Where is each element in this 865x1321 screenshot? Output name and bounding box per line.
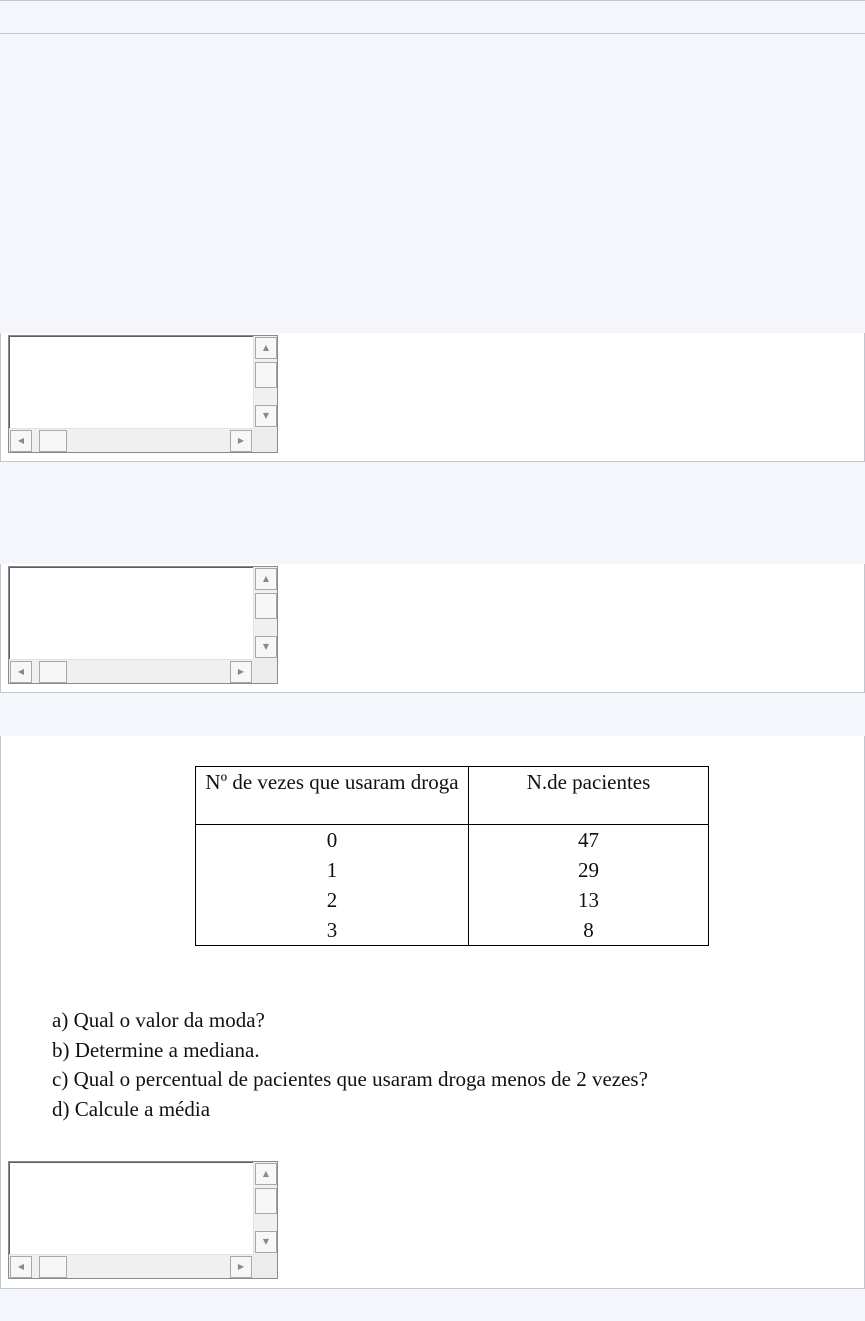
table-cell: 29	[578, 858, 599, 882]
horizontal-scrollbar[interactable]	[9, 659, 253, 683]
question-2-content	[0, 462, 865, 564]
table-cell: 1	[196, 855, 469, 885]
table-header-times-used: Nº de vezes que usaram droga	[196, 767, 469, 825]
question-3-answer-textarea[interactable]	[8, 1161, 278, 1279]
table-row	[196, 915, 709, 946]
table-row	[196, 855, 709, 885]
horizontal-scrollbar[interactable]	[9, 1254, 253, 1278]
table-cell: 3	[196, 915, 469, 946]
scroll-left-arrow-icon[interactable]: ◀	[10, 1256, 32, 1278]
scroll-left-arrow-icon[interactable]: ◀	[10, 661, 32, 683]
drug-usage-table	[195, 766, 709, 946]
horizontal-scroll-thumb[interactable]	[39, 430, 67, 452]
horizontal-scrollbar[interactable]	[9, 428, 253, 452]
vertical-scroll-thumb[interactable]	[255, 1188, 277, 1214]
scroll-down-arrow-icon[interactable]: ▼	[255, 405, 277, 427]
top-header-band	[0, 0, 865, 34]
table-header-row	[196, 767, 709, 825]
top-border	[0, 0, 865, 1]
resize-corner[interactable]	[253, 428, 277, 452]
table-row	[196, 885, 709, 915]
table-header-patients: N.de pacientes	[469, 767, 709, 825]
vertical-scrollbar[interactable]	[253, 1162, 277, 1254]
vertical-scrollbar[interactable]	[253, 567, 277, 659]
horizontal-scroll-thumb[interactable]	[39, 1256, 67, 1278]
resize-corner[interactable]	[253, 659, 277, 683]
bottom-band	[0, 1289, 865, 1321]
table-cell: 2	[196, 885, 469, 915]
table-row	[196, 825, 709, 856]
table-cell: 47	[578, 828, 599, 852]
question-item-b: b) Determine a mediana.	[52, 1037, 260, 1062]
question-item-a: a) Qual o valor da moda?	[52, 1008, 265, 1032]
table-cell: 0	[196, 825, 469, 856]
scroll-up-arrow-icon[interactable]: ▲	[255, 568, 277, 590]
question-item-c: c) Qual o percentual de pacientes que usaram droga menos de 2 vezes?	[52, 1067, 648, 1091]
question-1-content	[0, 34, 865, 333]
horizontal-scroll-thumb[interactable]	[39, 661, 67, 683]
question-item-d: d) Calcule a média	[52, 1096, 211, 1121]
question-1-answer-textarea[interactable]	[8, 335, 278, 453]
table-cell: 13	[578, 888, 599, 912]
scroll-right-arrow-icon[interactable]: ▶	[230, 430, 252, 452]
resize-corner[interactable]	[253, 1254, 277, 1278]
scroll-right-arrow-icon[interactable]: ▶	[230, 1256, 252, 1278]
question-2-answer-textarea[interactable]	[8, 566, 278, 684]
question-3-header-band	[0, 693, 865, 736]
scroll-left-arrow-icon[interactable]: ◀	[10, 430, 32, 452]
scroll-down-arrow-icon[interactable]: ▼	[255, 1231, 277, 1253]
scroll-down-arrow-icon[interactable]: ▼	[255, 636, 277, 658]
table-cell: 8	[583, 918, 594, 942]
scroll-up-arrow-icon[interactable]: ▲	[255, 1163, 277, 1185]
scroll-up-arrow-icon[interactable]: ▲	[255, 337, 277, 359]
vertical-scroll-thumb[interactable]	[255, 362, 277, 388]
vertical-scroll-thumb[interactable]	[255, 593, 277, 619]
question-items-list	[52, 1006, 648, 1124]
vertical-scrollbar[interactable]	[253, 336, 277, 428]
scroll-right-arrow-icon[interactable]: ▶	[230, 661, 252, 683]
